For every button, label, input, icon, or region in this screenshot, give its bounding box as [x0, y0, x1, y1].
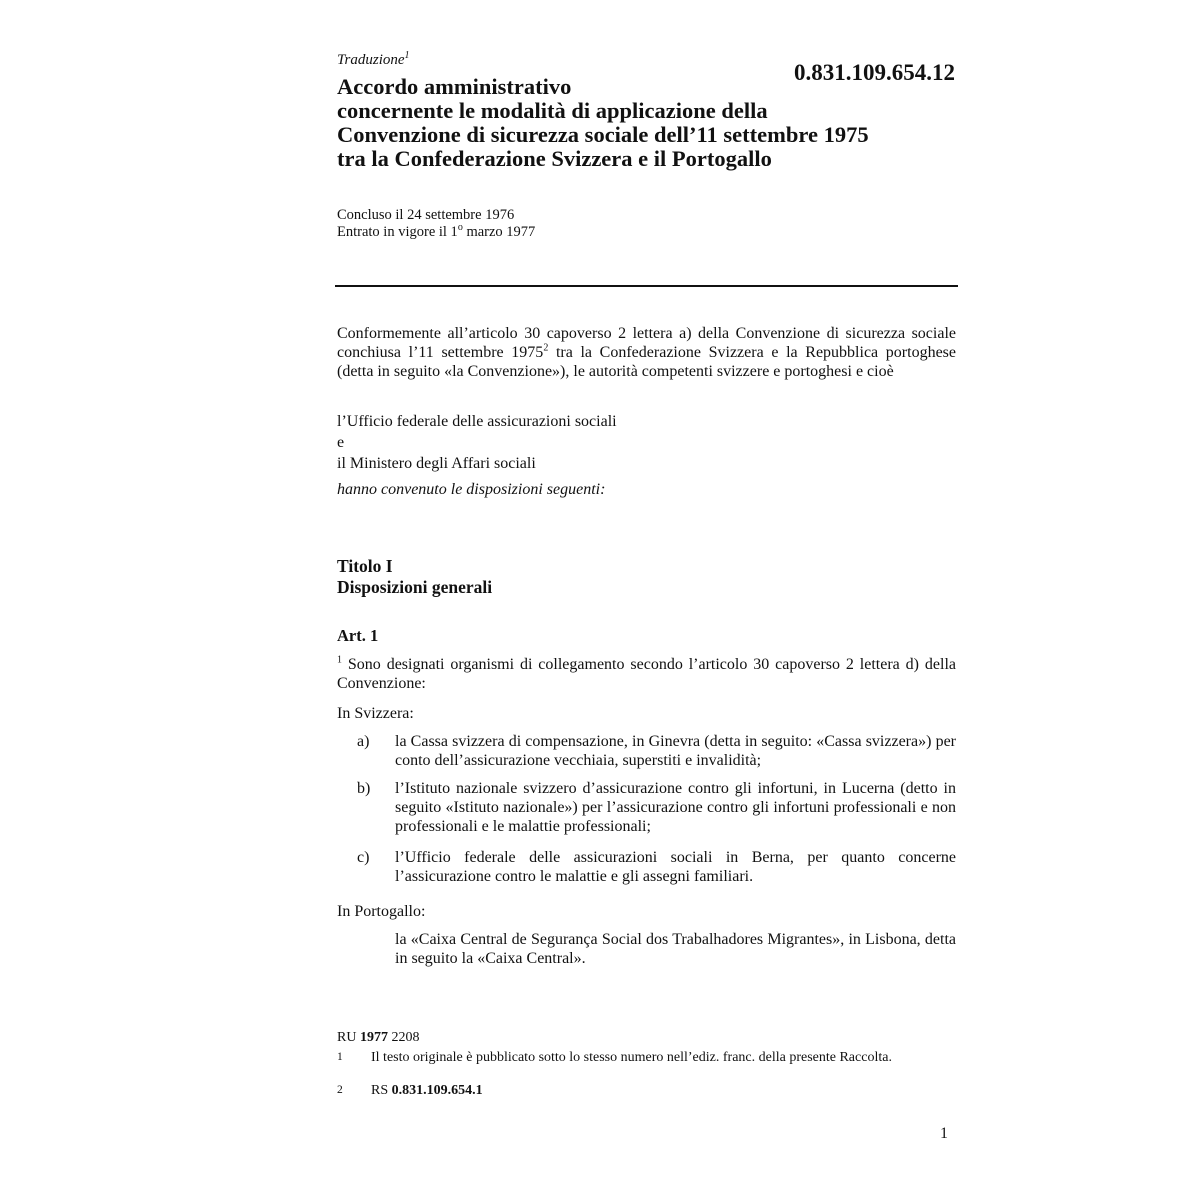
footnote-ref-2[interactable]: 2 — [543, 342, 549, 354]
in-svizzera-label: In Svizzera: — [337, 705, 414, 722]
sr-number: 0.831.109.654.12 — [794, 60, 955, 85]
title-line: tra la Confederazione Svizzera e il Portogallo — [337, 146, 772, 171]
footnote-text: RS 0.831.109.654.1 — [371, 1083, 483, 1098]
ru-reference: RU 1977 2208 — [337, 1030, 420, 1045]
title-line: Accordo amministrativo — [337, 74, 572, 99]
dates-block — [337, 207, 535, 241]
article-heading: Art. 1 — [337, 626, 379, 645]
portugal-text: la «Caixa Central de Segurança Social dos Trabalhadores Migrantes», in Lisbona, detta in seguito la «Caixa Central». — [395, 931, 956, 967]
concluded-date: Concluso il 24 settembre 1976 — [337, 207, 515, 223]
footnote-number: 2 — [337, 1084, 343, 1096]
conjunction: e — [337, 434, 345, 451]
page-number: 1 — [940, 1125, 948, 1142]
header-rule — [335, 285, 958, 287]
footnote-number: 1 — [337, 1051, 343, 1063]
preamble-paragraph: Conformemente all’articolo 30 capoverso 2 lettera a) della Convenzione di sicurezza sociale conchiusa l’11 settembre 1975$^2$ tra la Confederazione Svizzera e la Repubblica portoghese (detta in seguito «la Convenzione»), le autorità competenti svizzere e portoghesi e cioè — [337, 325, 957, 380]
title-line: concernente le modalità di applicazione della — [337, 98, 768, 123]
footnote-text: Il testo originale è pubblicato sotto lo stesso numero nell’ediz. franc. della presente Raccolta. — [371, 1050, 892, 1065]
list-marker: b) — [357, 780, 371, 797]
translation-label: Traduzione$^1$ — [337, 50, 410, 68]
list-item — [337, 848, 956, 886]
footnote-2 — [337, 1082, 957, 1099]
list-text: la Cassa svizzera di compensazione, in Ginevra (detta in seguito: «Cassa svizzera») per conto dell’assicurazione vecchiaia, superstiti e invalidità; — [395, 733, 956, 769]
title-name: Disposizioni generali — [337, 577, 493, 597]
footnote-ref-1[interactable]: 1 — [404, 50, 410, 61]
list-text: l’Istituto nazionale svizzero d’assicurazione contro gli infortuni, in Lucerna (detto in seguito «Istituto nazionale») per l’assicurazione contro gli infortuni professionali e non professionali e le malattie professionali; — [395, 780, 956, 835]
document-title — [337, 75, 957, 171]
in-portogallo-label: In Portogallo: — [337, 903, 426, 920]
list-text: l’Ufficio federale delle assicurazioni sociali in Berna, per quanto concerne l’assicurazione contro le malattie e gli assegni familiari. — [395, 849, 956, 885]
list-item — [337, 779, 956, 836]
authority-2: il Ministero degli Affari sociali — [337, 455, 536, 472]
title-line: Convenzione di sicurezza sociale dell’11 settembre 1975 — [337, 122, 869, 147]
list-marker: a) — [357, 733, 370, 750]
list-item — [337, 732, 956, 770]
portugal-body — [337, 930, 956, 968]
entry-into-force-date: Entrato in vigore il 1$^o$ marzo 1977 — [337, 222, 536, 240]
title-heading — [337, 556, 492, 598]
list-marker: c) — [357, 849, 370, 866]
convened-statement: hanno convenuto le disposizioni seguenti: — [337, 481, 606, 498]
title-number: Titolo I — [337, 556, 393, 576]
authority-1: l’Ufficio federale delle assicurazioni sociali — [337, 413, 617, 430]
footnote-1 — [337, 1049, 957, 1066]
article-paragraph-1: $^1$ Sono designati organismi di collegamento secondo l’articolo 30 capoverso 2 lettera d) della Convenzione: — [337, 654, 956, 692]
